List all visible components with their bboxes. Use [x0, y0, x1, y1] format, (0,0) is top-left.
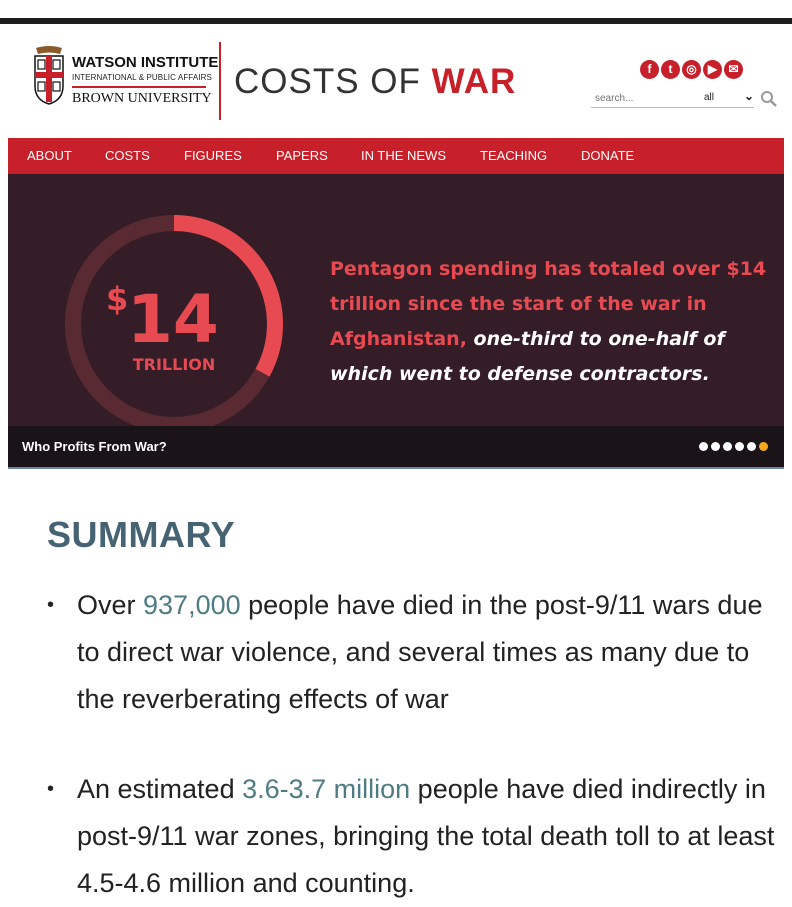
bullet-text-before: Over	[77, 590, 144, 620]
logo-line-1: WATSON INSTITUTE	[72, 54, 219, 71]
slide-dot[interactable]	[747, 442, 756, 451]
dollar-sign: $	[106, 280, 129, 318]
amount-number: 14	[127, 281, 219, 358]
social-links	[640, 60, 745, 80]
header-divider	[219, 42, 221, 120]
slide-pager	[696, 442, 768, 452]
site-header	[8, 24, 784, 138]
slide-dot[interactable]	[699, 442, 708, 451]
nav-item-figures[interactable]: FIGURES	[184, 148, 242, 163]
slide-dot[interactable]	[711, 442, 720, 451]
logo-line-2: INTERNATIONAL & PUBLIC AFFAIRS	[72, 73, 212, 82]
amount-unit: TRILLION	[132, 355, 216, 374]
logo-rule	[72, 86, 206, 88]
hero-statement-white: one-third to one-half of which went to defense contractors.	[330, 328, 725, 385]
hero-statement	[330, 252, 770, 392]
site-title-accent: WAR	[431, 62, 517, 101]
brown-crest-icon	[30, 46, 68, 106]
summary-list	[44, 582, 784, 907]
site-title[interactable]	[234, 62, 516, 102]
bullet-mark: •	[47, 594, 55, 616]
search-scope-select[interactable]	[702, 89, 754, 108]
site-title-prefix: COSTS OF	[234, 62, 432, 101]
nav-item-costs[interactable]: COSTS	[105, 148, 150, 163]
hero-slide[interactable]	[8, 174, 784, 426]
spending-ring	[62, 212, 286, 426]
slide-caption[interactable]: Who Profits From War?	[22, 439, 167, 454]
bullet-mark: •	[47, 778, 55, 800]
browser-top-bar	[0, 0, 792, 24]
watson-institute-logo[interactable]	[30, 46, 219, 114]
slide-dot[interactable]	[735, 442, 744, 451]
nav-item-teaching[interactable]: TEACHING	[480, 148, 548, 163]
bullet-text-before: An estimated	[77, 774, 243, 804]
logo-line-3: BROWN UNIVERSITY	[72, 91, 212, 106]
bullet-text-after: people have died in the post-9/11 wars due to direct war violence, and several times as many due to the reverberating effects of war	[77, 590, 763, 714]
bullet-text-after: people have died indirectly in post-9/11 war zones, bringing the total death toll to at least 4.5-4.6 million and counting.	[77, 774, 775, 898]
search-icon[interactable]	[760, 90, 778, 108]
email-icon[interactable]: ✉	[724, 60, 743, 79]
summary-bullet	[44, 582, 784, 723]
caption-edge	[8, 467, 784, 469]
search-scope-value: all	[704, 92, 715, 103]
youtube-icon[interactable]: ▶	[703, 60, 722, 79]
bullet-highlight: 3.6-3.7 million	[242, 774, 411, 804]
chevron-down-icon: ⌄	[743, 89, 754, 103]
search-input[interactable]	[591, 89, 707, 108]
nav-item-papers[interactable]: PAPERS	[276, 148, 328, 163]
facebook-icon[interactable]: f	[640, 60, 659, 79]
bullet-highlight: 937,000	[143, 590, 241, 620]
summary-title: SUMMARY	[47, 514, 236, 555]
slide-dot[interactable]	[759, 442, 768, 451]
slide-dot[interactable]	[723, 442, 732, 451]
twitter-icon[interactable]: t	[661, 60, 680, 79]
instagram-icon[interactable]: ◎	[682, 60, 701, 79]
slide-caption-bar	[8, 426, 784, 467]
nav-item-donate[interactable]: DONATE	[581, 148, 635, 163]
main-nav	[8, 138, 784, 174]
summary-bullet	[44, 766, 784, 907]
nav-item-in-the-news[interactable]: IN THE NEWS	[361, 148, 446, 163]
nav-item-about[interactable]: ABOUT	[27, 148, 72, 163]
hero-statement-red: Pentagon spending has totaled over $14 trillion since the start of the war in Afghanistan,	[330, 258, 767, 350]
